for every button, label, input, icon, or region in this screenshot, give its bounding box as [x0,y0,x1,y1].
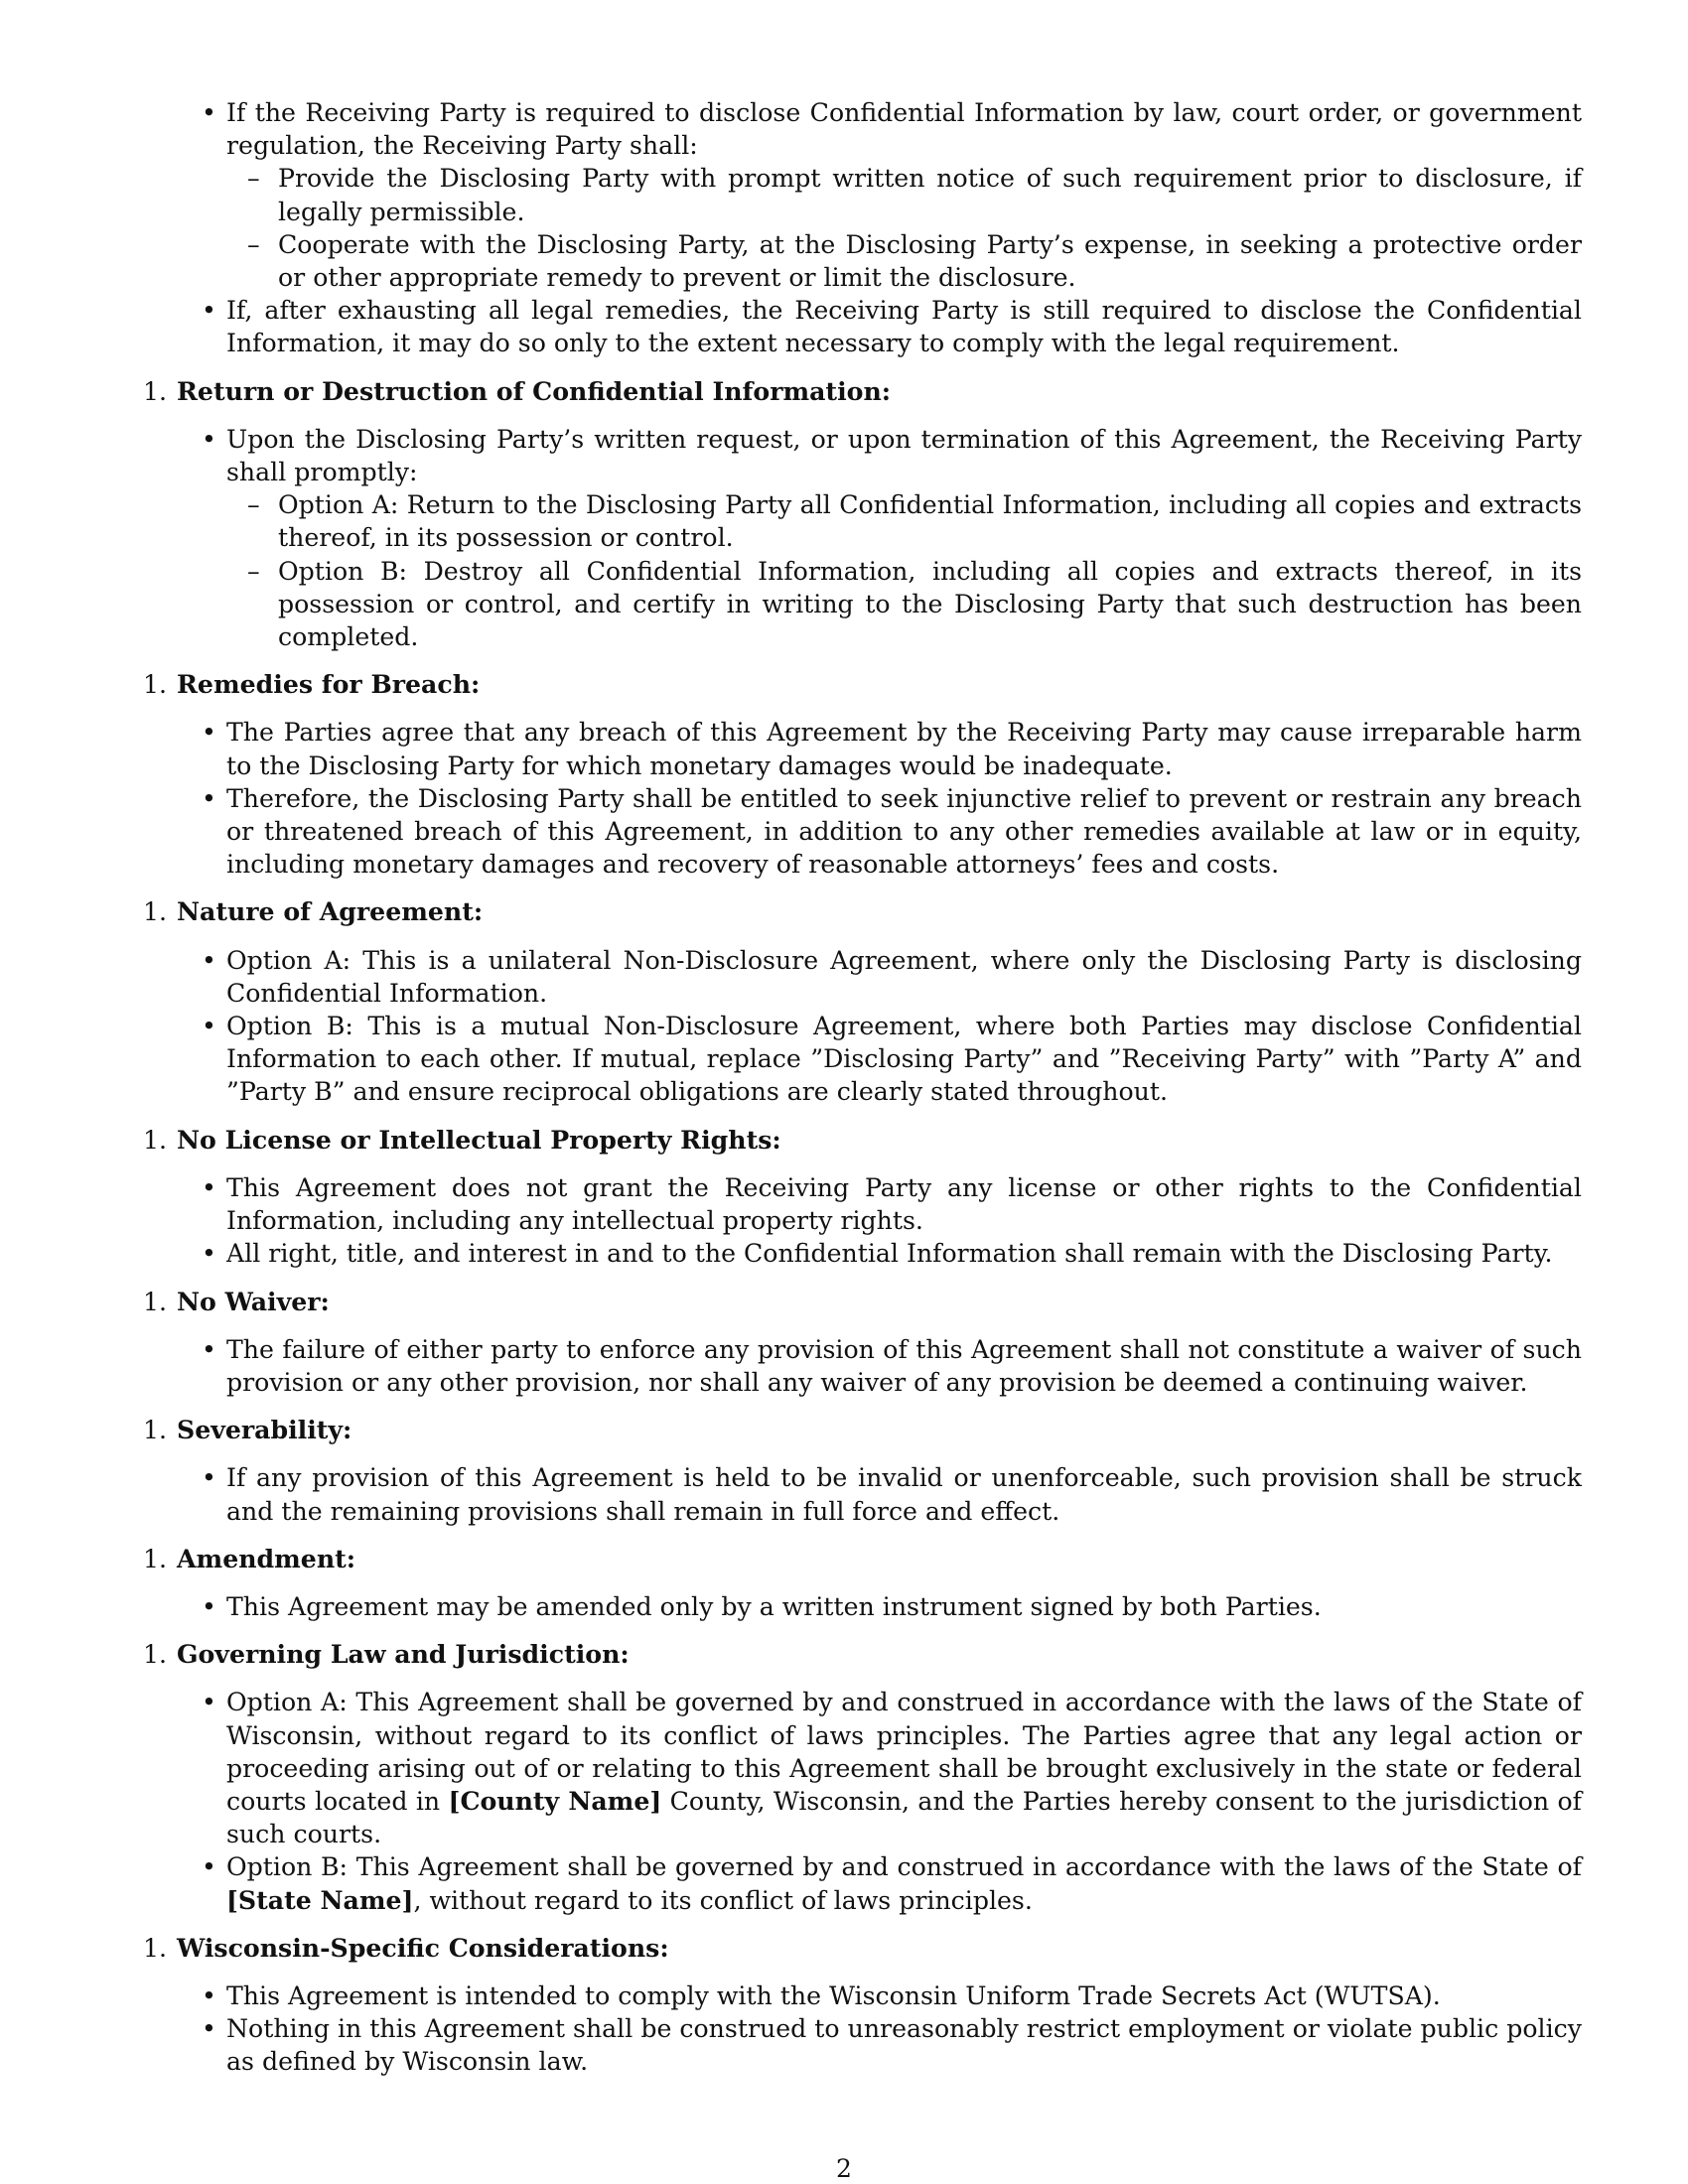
section-title: No Waiver: [177,1286,330,1316]
section-number: 1. [142,1287,167,1316]
bullet-item: • The Parties agree that any breach of this Agreement by the Receiving Party may cause irreparable harm to the Disclosing Party for which monetary damages would be inadequate. [132,716,1582,781]
section-title: Wisconsin-Specific Considerations: [177,1932,669,1963]
bullet-item: • Nothing in this Agreement shall be construed to unreasonably restrict employment or violate public policy as defined by Wisconsin law. [132,2012,1582,2078]
document-content [132,96,1582,2094]
bullet-item: • If any provision of this Agreement is held to be invalid or unenforceable, such provision shall be struck and the remaining provisions shall remain in full force and effect. [132,1461,1582,1527]
section-title: Governing Law and Jurisdiction: [177,1639,630,1670]
subbullet-item: – Option B: Destroy all Confidential Information, including all copies and extracts thereof, in its possession or control, and certify in writing to the Disclosing Party that such destruction has been completed. [132,555,1582,654]
county-name-placeholder: [County Name] [448,1785,662,1816]
section-no-license [132,1124,1582,1271]
section-heading [132,1543,1582,1575]
section-wisconsin-specific [132,1932,1582,2079]
section-number: 1. [142,1933,167,1963]
section-no-waiver [132,1286,1582,1400]
intro-list [132,96,1582,360]
section-heading [132,895,1582,928]
section-remedies-for-breach [132,668,1582,881]
intro-subbullet: – Cooperate with the Disclosing Party, at the Disclosing Party’s expense, in seeking a protective order or other appropriate remedy to prevent or limit the disclosure. [132,228,1582,294]
bullet-item: • All right, title, and interest in and to the Confidential Information shall remain with the Disclosing Party. [132,1237,1582,1270]
intro-bullet: • If, after exhausting all legal remedies, the Receiving Party is still required to disclose the Confidential Information, it may do so only to the extent necessary to comply with the legal requirement. [132,294,1582,359]
section-title: Remedies for Breach: [177,669,481,700]
section-heading [132,1124,1582,1157]
section-heading [132,1286,1582,1318]
subbullet-item: – Option A: Return to the Disclosing Party all Confidential Information, including all copies and extracts thereof, in its possession or control. [132,488,1582,554]
bullet-item: • Therefore, the Disclosing Party shall be entitled to seek injunctive relief to prevent or restrain any breach or threatened breach of this Agreement, in addition to any other remedies available at law or in equity, including monetary damages and recovery of reasonable attorneys’ fees and costs. [132,782,1582,882]
section-heading [132,668,1582,701]
intro-subbullet: – Provide the Disclosing Party with prompt written notice of such requirement prior to disclosure, if legally permissible. [132,162,1582,227]
bullet-item: • Option B: This is a mutual Non-Disclosure Agreement, where both Parties may disclose Confidential Information to each other. If mutual, replace ”Disclosing Party” and ”Receiving Party” with ”Party A” and ”Party B” and ensure reciprocal obligations are clearly stated throughout. [132,1010,1582,1109]
bullet-item: • The failure of either party to enforce any provision of this Agreement shall not constitute a waiver of such provision or any other provision, nor shall any waiver of any provision be deemed a continuing waiver. [132,1333,1582,1399]
bullet-item: • Upon the Disclosing Party’s written request, or upon termination of this Agreement, the Receiving Party shall promptly: [132,423,1582,488]
bullet-item: • This Agreement is intended to comply with the Wisconsin Uniform Trade Secrets Act (WUTSA). [132,1979,1582,2012]
section-heading [132,1414,1582,1446]
bullet-item: • This Agreement may be amended only by a written instrument signed by both Parties. [132,1590,1582,1623]
bullet-item: • Option B: This Agreement shall be governed by and construed in accordance with the laws of the State of [State Name], without regard to its conflict of laws principles. [132,1850,1582,1916]
bullet-item: • This Agreement does not grant the Receiving Party any license or other rights to the Confidential Information, including any intellectual property rights. [132,1171,1582,1237]
section-heading [132,1932,1582,1965]
section-number: 1. [142,1544,167,1573]
section-title: No License or Intellectual Property Rights: [177,1124,781,1155]
section-return-or-destruction [132,375,1582,654]
state-name-placeholder: [State Name] [226,1884,414,1915]
section-number: 1. [142,376,167,406]
section-title: Amendment: [177,1543,356,1573]
section-governing-law [132,1638,1582,1917]
section-title: Nature of Agreement: [177,896,484,927]
section-title: Severability: [177,1415,352,1445]
section-severability [132,1414,1582,1528]
section-nature-of-agreement [132,895,1582,1108]
bullet-item: • Option A: This is a unilateral Non-Disclosure Agreement, where only the Disclosing Party is disclosing Confidential Information. [132,944,1582,1010]
section-amendment [132,1543,1582,1623]
intro-bullet: • If the Receiving Party is required to disclose Confidential Information by law, court order, or government regulation, the Receiving Party shall: [132,96,1582,162]
section-number: 1. [142,1416,167,1445]
section-heading [132,375,1582,408]
page-number: 2 [836,2154,852,2183]
bullet-item: • Option A: This Agreement shall be governed by and construed in accordance with the laws of the State of Wisconsin, without regard to its conflict of laws principles. The Parties agree that any legal action or proceeding arising out of or relating to this Agreement shall be brought exclusively in the state or federal courts located in [County Name] County, Wisconsin, and the Parties hereby consent to the jurisdiction of such courts. [132,1686,1582,1850]
section-number: 1. [142,897,167,927]
section-number: 1. [142,670,167,700]
section-number: 1. [142,1125,167,1155]
section-title: Return or Destruction of Confidential Information: [177,375,892,406]
section-heading [132,1638,1582,1671]
section-number: 1. [142,1640,167,1670]
